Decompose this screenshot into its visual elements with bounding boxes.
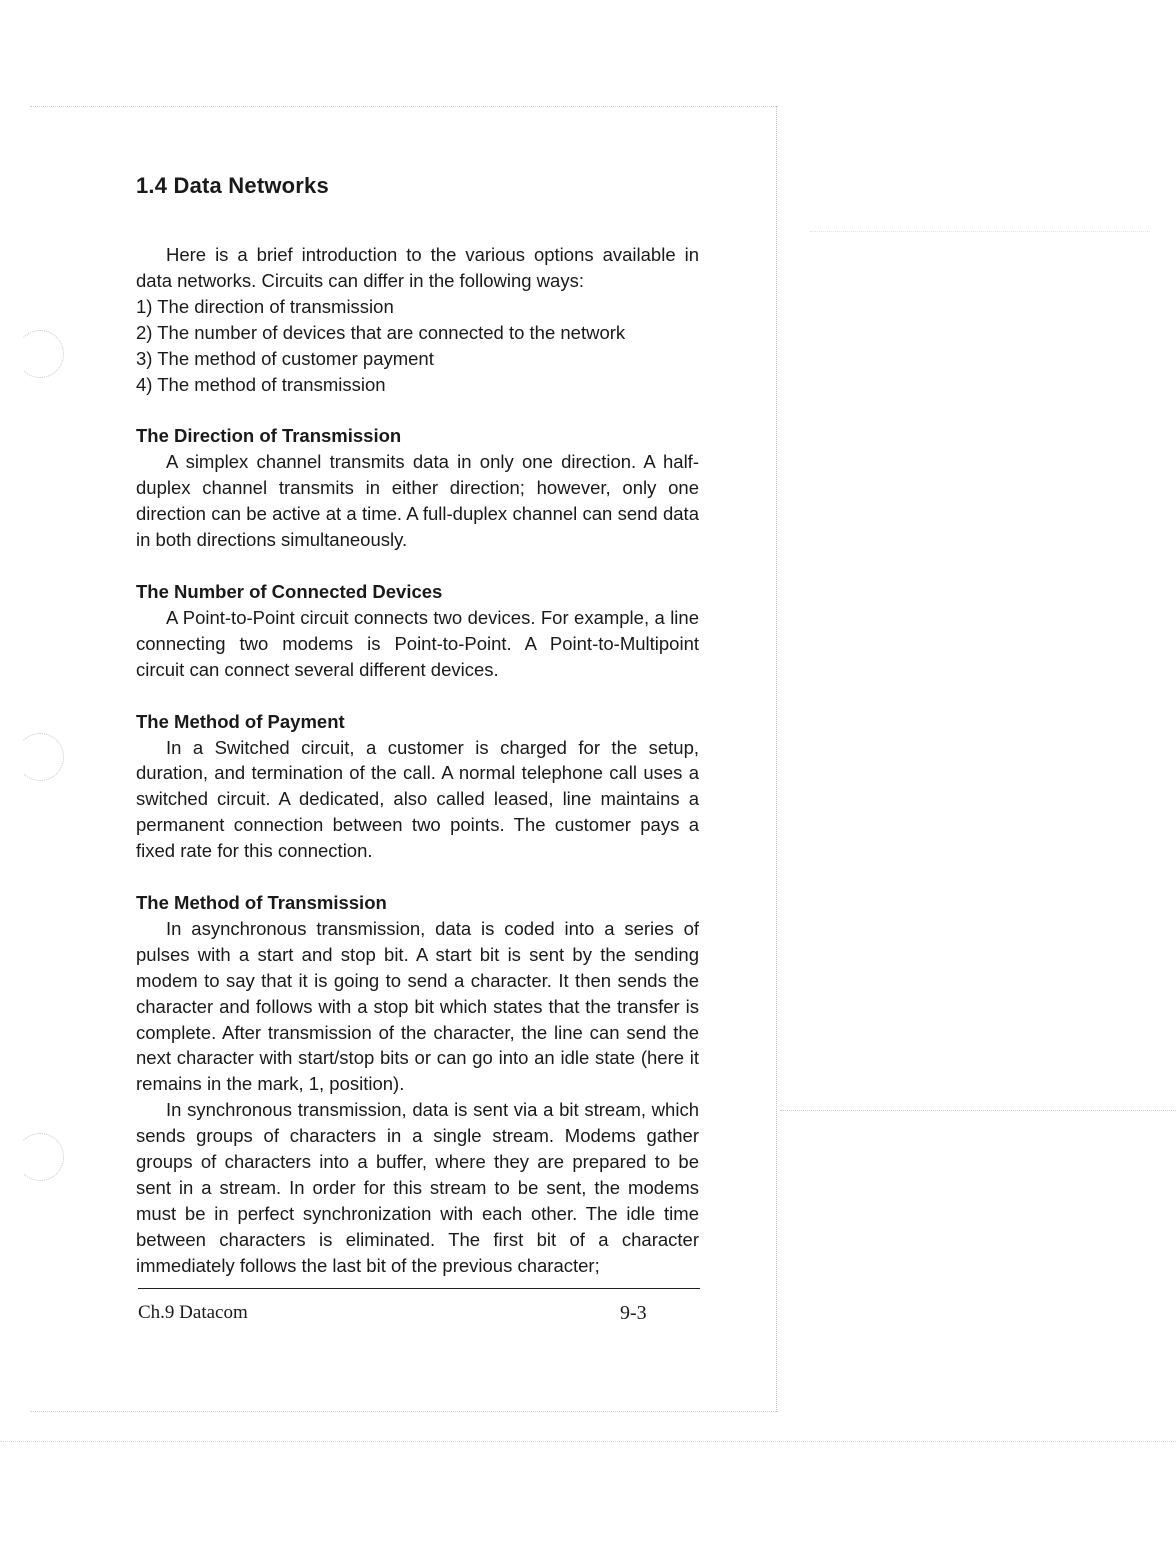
footer-rule (138, 1288, 700, 1289)
body-paragraph: In a Switched circuit, a customer is charged for the setup, duration, and termination of the call. A normal telephone call uses a switched circuit. A dedicated, also called leased, line maintains a permanent connection between two points. The customer pays a fixed rate for this connection. (136, 736, 699, 862)
scan-speck-right (810, 231, 1150, 232)
footer-chapter: Ch.9 Datacom (138, 1302, 248, 1323)
scan-border-right (776, 106, 777, 1412)
body-paragraph: In synchronous transmission, data is sent via a bit stream, which sends groups of characters in a single stream. Modems gather groups of characters into a buffer, where they are prepared to be sent in a stream. In order for this stream to be sent, the modems must be in perfect synchronization with each other. The idle time between characters is eliminated. The first bit of a character immediately follows the last bit of the previous character; (136, 1099, 699, 1276)
section-title: 1.4 Data Networks (136, 173, 329, 198)
scan-line-lower (0, 1441, 1176, 1442)
binder-hole (16, 330, 64, 378)
subsection-heading: The Method of Transmission (136, 892, 387, 914)
body-paragraph: In asynchronous transmission, data is coded into a series of pulses with a start and stop bit. A start bit is sent by the sending modem to say that it is going to send a character. It then sends the character and follows with a stop bit which states that the transfer is complete. After transmission of the character, the line can send the next character with start/stop bits or can go into an idle state (here it remains in the mark, 1, position). (136, 917, 699, 1095)
intro-paragraph: Here is a brief introduction to the various options available in data networks. Circuits can differ in the following ways: (136, 244, 699, 291)
subsection-heading: The Direction of Transmission (136, 425, 402, 447)
list-item: 1) The direction of transmission (136, 295, 394, 317)
binder-hole (16, 733, 64, 781)
page-content (136, 168, 699, 1279)
list-item: 2) The number of devices that are connected to the network (136, 321, 626, 343)
page-number: 9-3 (620, 1302, 647, 1324)
subsection-heading: The Number of Connected Devices (136, 580, 443, 602)
subsection-heading: The Method of Payment (136, 710, 345, 732)
scan-border-bottom (30, 1411, 778, 1412)
binder-hole (16, 1133, 64, 1181)
list-item: 4) The method of transmission (136, 373, 386, 395)
options-list (136, 294, 699, 398)
body-paragraph: A Point-to-Point circuit connects two devices. For example, a line connecting two modems is Point-to-Point. A Point-to-Multipoint circuit can connect several different devices. (136, 606, 699, 680)
body-paragraph: A simplex channel transmits data in only one direction. A half-duplex channel transmits in either direction; however, only one direction can be active at a time. A full-duplex channel can send data in both directions simultaneously. (136, 451, 699, 551)
scan-line-right (780, 1110, 1176, 1111)
scan-border-top (30, 106, 778, 107)
list-item: 3) The method of customer payment (136, 347, 434, 369)
